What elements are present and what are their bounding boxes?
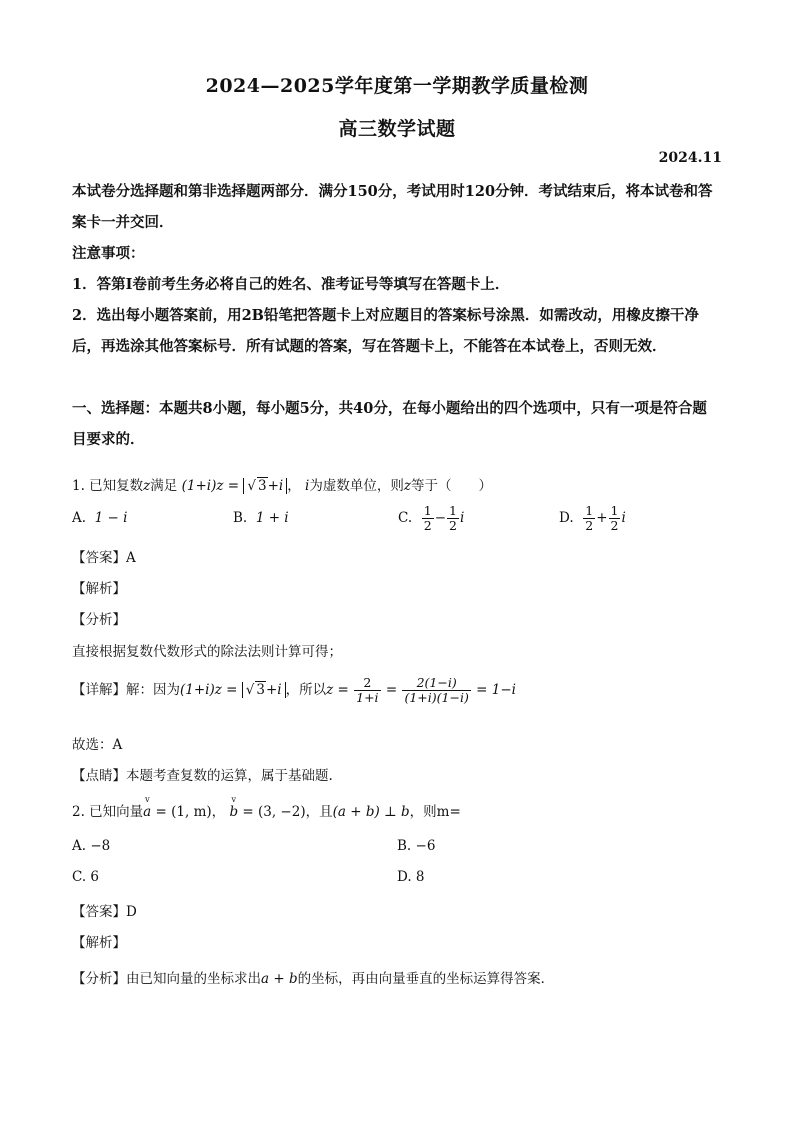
- q2-cond-post: ，则m=: [409, 804, 461, 820]
- q1-opta-value: 1 − i: [94, 510, 128, 526]
- exam-title: 2024—2025学年度第一学期教学质量检测: [205, 75, 589, 97]
- q1-detail-abs-post: +i: [265, 682, 282, 698]
- q2-option-a: A. −8: [72, 838, 111, 854]
- q2-analysis: 【解析】: [72, 935, 126, 951]
- intro-paragraph: 本试卷分选择题和第非选择题两部分．满分150分，考试用时120分钟．考试结束后，将本试卷和答案卡一并交回．: [72, 183, 713, 231]
- q1-detail-frac2-num: 2(1−i): [402, 676, 470, 691]
- q2-fenxi-post: 的坐标，再由向量垂直的坐标运算得答案．: [297, 971, 555, 987]
- q1-optd-mid: +: [596, 510, 608, 526]
- q1-optd-frac1: [583, 504, 595, 533]
- q1-tail1: 为虚数单位，则: [309, 478, 404, 494]
- q2-option-c: C. 6: [72, 869, 100, 885]
- q1-sqrt: 3: [257, 478, 267, 494]
- q1-optd-label: D.: [559, 510, 574, 526]
- q1-detail-eq: =: [385, 682, 398, 698]
- q1-i: i: [305, 478, 310, 494]
- q1-tail2: 等于（ ）: [410, 478, 492, 494]
- q1-optc-i: i: [459, 510, 465, 526]
- q1-detail-frac1: [354, 676, 380, 705]
- q1-optd-i: i: [621, 510, 626, 526]
- q1-answer: 【答案】A: [72, 550, 136, 566]
- q1-choice: 故选：A: [72, 737, 123, 753]
- q2-option-b: B. −6: [397, 838, 436, 854]
- q1-prefix: 1. 已知复数: [72, 478, 144, 494]
- q2-vec-a: v a: [143, 804, 151, 820]
- q1-abs-post: +i: [267, 478, 284, 494]
- q1-detail-z: z =: [326, 682, 349, 698]
- q1-optc-mid: −: [434, 510, 446, 526]
- q2-b-val: = (3, −2): [242, 804, 306, 820]
- q1-option-d: [559, 504, 626, 533]
- q1-opta-label: A.: [72, 510, 87, 526]
- q2-answer: 【答案】D: [72, 904, 137, 920]
- q1-fenxi: 【分析】: [72, 612, 126, 628]
- q1-mid: 满足: [150, 478, 178, 494]
- q1-option-b: [233, 510, 289, 526]
- notes-heading: 注意事项：: [72, 245, 145, 262]
- q1-detail-lhs: (1+i)z =: [180, 682, 238, 698]
- q1-abs: √ 3+i: [243, 478, 287, 494]
- q1-optd-frac2-den: 2: [610, 518, 619, 533]
- q1-detail: [72, 676, 516, 705]
- q1-stem: [72, 474, 492, 494]
- q1-optc-label: C.: [398, 510, 413, 526]
- exam-date: 2024.11: [658, 150, 722, 166]
- q1-optd-frac1-num: 1: [585, 503, 594, 518]
- q2-cond: (a + b) ⊥ b: [332, 804, 410, 820]
- note-2: 2．选出每小题答案前，用2B铅笔把答题卡上对应题目的答案标号涂黑．如需改动，用橡皮擦干净后，再选涂其他答案标号．所有试题的答案，写在答题卡上，不能答在本试卷上，否则无效．: [72, 307, 699, 355]
- q1-detail-sqrt: 3: [256, 682, 265, 698]
- q1-detail-frac2: [402, 676, 470, 705]
- note-1: 1．答第I卷前考生务必将自己的姓名、准考证号等填写在答题卡上．: [72, 276, 510, 293]
- q1-optc-frac2-den: 2: [449, 518, 457, 533]
- q1-option-a: [72, 510, 127, 526]
- q1-optd-frac1-den: 2: [585, 518, 594, 533]
- q1-comment: 【点睛】本题考查复数的运算，属于基础题.: [72, 768, 333, 784]
- q2-prefix: 2. 已知向量: [72, 804, 144, 820]
- q2-fenxi: [72, 967, 554, 987]
- q1-detail-mid: ，所以: [285, 682, 327, 698]
- q2-stem: [72, 800, 461, 820]
- q2-fenxi-text: 【分析】由已知向量的坐标求出: [72, 971, 261, 987]
- q2-option-d: D. 8: [397, 869, 425, 885]
- q1-method: 直接根据复数代数形式的除法法则计算可得；: [72, 644, 342, 660]
- q2-fenxi-vec: a + b: [261, 971, 298, 987]
- q1-detail-frac1-den: 1+i: [356, 690, 379, 705]
- q1-optc-frac1: [422, 504, 434, 533]
- q1-option-c: [398, 504, 464, 533]
- q1-optb-value: 1 + i: [255, 510, 289, 526]
- q1-z: z: [143, 478, 151, 494]
- q2-vec-b: v b: [229, 804, 238, 820]
- q1-detail-pre: 解：因为: [126, 682, 180, 698]
- q1-optd-frac2: [609, 504, 621, 533]
- q1-optc-frac2: [447, 504, 459, 533]
- q1-detail-abs: √ 3+i: [242, 682, 286, 698]
- q1-detail-frac1-num: 2: [354, 676, 380, 691]
- q2-cond-pre: ，且: [305, 804, 333, 820]
- q1-optd-frac2-num: 1: [610, 503, 619, 518]
- q1-detail-label: 【详解】: [72, 682, 126, 698]
- section1-heading: 一、选择题：本题共8小题，每小题5分，共40分，在每小题给出的四个选项中，只有一项是符合题目要求的．: [72, 400, 707, 448]
- q1-detail-frac2-den: (1+i)(1−i): [404, 690, 469, 705]
- q1-analysis: 【解析】: [72, 581, 126, 597]
- q1-optc-frac2-num: 1: [449, 503, 457, 518]
- exam-subtitle: 高三数学试题: [338, 118, 456, 140]
- q1-optc-frac1-den: 2: [423, 518, 432, 533]
- q1-lhs: (1+i)z =: [181, 478, 240, 494]
- q1-after: ，: [287, 478, 301, 494]
- q1-optb-label: B.: [233, 510, 248, 526]
- q1-detail-result: = 1−i: [476, 682, 516, 698]
- q1-optc-frac1-num: 1: [423, 503, 432, 518]
- q2-a-val: = (1, m)，: [155, 804, 226, 820]
- q1-z2: z: [403, 478, 411, 494]
